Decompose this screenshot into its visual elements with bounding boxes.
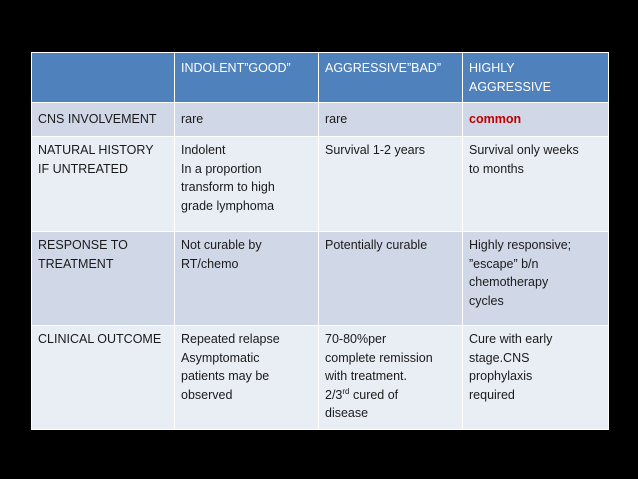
cell-line: prophylaxis bbox=[469, 369, 533, 383]
cell-fraction-line bbox=[325, 386, 456, 405]
cell-line: RT/chemo bbox=[181, 256, 239, 271]
cell-response-indolent bbox=[175, 232, 319, 326]
label-line: TREATMENT bbox=[38, 256, 114, 271]
cell-line: patients may be bbox=[181, 369, 270, 383]
header-highly-line-1: HIGHLY bbox=[469, 61, 515, 75]
cell-line: Not curable by bbox=[181, 238, 262, 252]
cell-line: cycles bbox=[469, 293, 504, 308]
fraction-suffix: cured of bbox=[349, 387, 399, 402]
cell-cns-highly: common bbox=[463, 103, 609, 137]
header-corner-cell bbox=[32, 53, 175, 103]
cell-line: required bbox=[469, 387, 515, 402]
cell-line: 70-80%per bbox=[325, 332, 387, 346]
cell-outcome-highly bbox=[463, 326, 609, 430]
fraction-prefix: 2/3 bbox=[325, 387, 343, 402]
cell-outcome-aggressive bbox=[319, 326, 463, 430]
cell-line: complete remission bbox=[325, 350, 433, 365]
table-row-response bbox=[32, 232, 609, 326]
cell-line: observed bbox=[181, 387, 233, 402]
table-row-natural-history bbox=[32, 137, 609, 232]
cell-cns-aggressive: rare bbox=[319, 103, 463, 137]
header-indolent: INDOLENT”GOOD” bbox=[175, 53, 319, 103]
cell-line: Highly responsive; bbox=[469, 238, 572, 252]
row-label-clinical-outcome: CLINICAL OUTCOME bbox=[32, 326, 175, 430]
table-row-cns bbox=[32, 103, 609, 137]
cell-line: Repeated relapse bbox=[181, 332, 280, 346]
table-row-clinical-outcome bbox=[32, 326, 609, 430]
cell-line: transform to high bbox=[181, 180, 275, 194]
label-line: RESPONSE TO bbox=[38, 238, 128, 252]
label-line: IF UNTREATED bbox=[38, 161, 129, 176]
cell-cns-indolent: rare bbox=[175, 103, 319, 137]
cell-natural-aggressive: Survival 1-2 years bbox=[319, 137, 463, 232]
label-line: NATURAL HISTORY bbox=[38, 143, 154, 157]
cell-response-aggressive: Potentially curable bbox=[319, 232, 463, 326]
cell-line: disease bbox=[325, 406, 369, 420]
row-label-response bbox=[32, 232, 175, 326]
cell-line: Indolent bbox=[181, 143, 226, 157]
row-label-cns: CNS INVOLVEMENT bbox=[32, 103, 175, 137]
row-label-natural-history bbox=[32, 137, 175, 232]
cell-natural-indolent bbox=[175, 137, 319, 232]
cell-line: Asymptomatic bbox=[181, 350, 260, 365]
header-aggressive: AGGRESSIVE”BAD” bbox=[319, 53, 463, 103]
fraction-superscript: rd bbox=[342, 386, 350, 396]
header-highly-line-2: AGGRESSIVE bbox=[469, 79, 551, 94]
cell-outcome-indolent bbox=[175, 326, 319, 430]
cell-line: grade lymphoma bbox=[181, 198, 275, 213]
cell-line: ”escape” b/n bbox=[469, 256, 539, 271]
cell-line: to months bbox=[469, 161, 524, 176]
header-row bbox=[32, 53, 609, 103]
cell-line: Survival only weeks bbox=[469, 143, 579, 157]
cell-response-highly bbox=[463, 232, 609, 326]
comparison-table bbox=[31, 52, 609, 430]
header-highly-aggressive bbox=[463, 53, 609, 103]
cell-natural-highly bbox=[463, 137, 609, 232]
cell-line: Cure with early bbox=[469, 332, 553, 346]
cell-line: with treatment. bbox=[325, 369, 407, 383]
cell-line: chemotherapy bbox=[469, 275, 549, 289]
cell-line: stage.CNS bbox=[469, 350, 530, 365]
cell-line: In a proportion bbox=[181, 161, 262, 176]
